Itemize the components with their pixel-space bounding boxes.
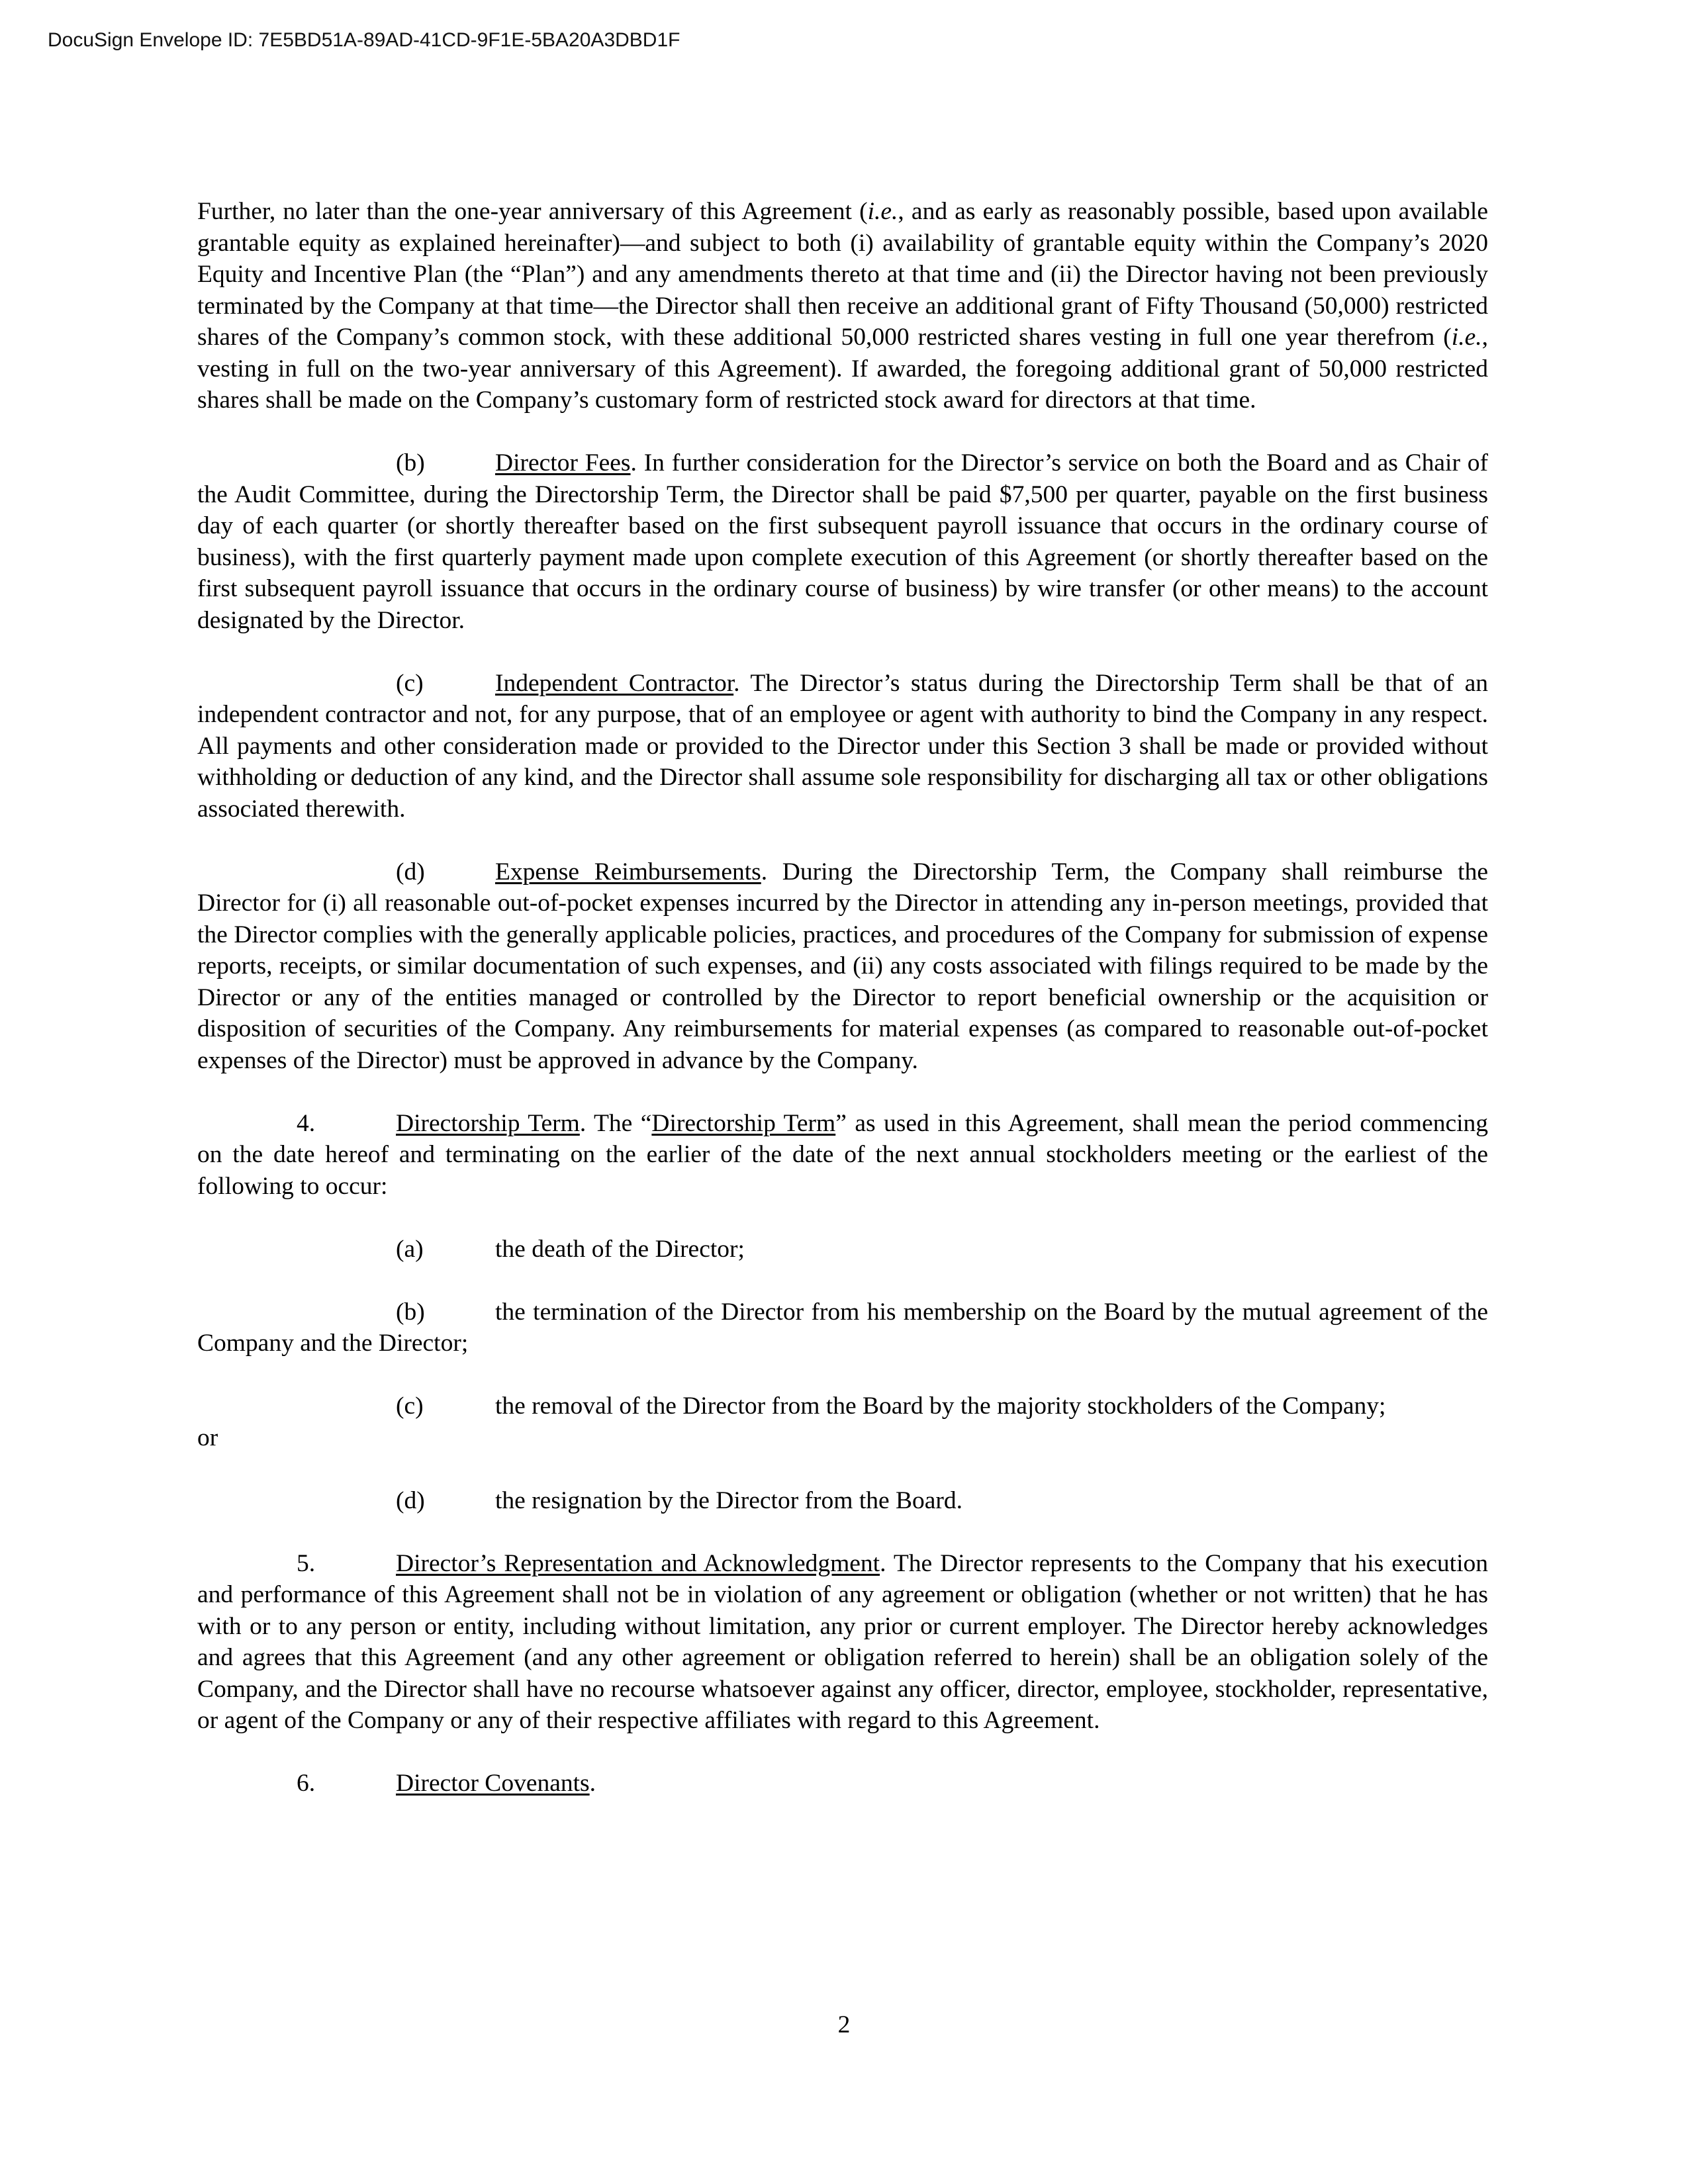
list-item: (d) the resignation by the Director from the Board. — [396, 1486, 963, 1514]
or-connector: or — [197, 1424, 218, 1451]
list-item: (c) the removal of the Director from the Board by the majority stockholders of the Company; — [396, 1392, 1386, 1420]
list-item: (a) the death of the Director; — [396, 1235, 745, 1263]
list-item: (b) the termination of the Director from his membership on the Board by the mutual agreement of the Company and the Director; — [197, 1298, 1488, 1357]
section-title: Expense Reimbursements — [495, 858, 761, 886]
section-number: 4. — [297, 1109, 316, 1137]
docusign-envelope-id: DocuSign Envelope ID: 7E5BD51A-89AD-41CD-9F1E-5BA20A3DBD1F — [48, 29, 680, 51]
section-title: Director Fees — [495, 449, 631, 477]
section-number: (b) — [396, 449, 425, 477]
section-number: (d) — [396, 858, 425, 886]
section-title: Directorship Term — [396, 1109, 580, 1137]
section-title: Director Covenants — [396, 1770, 590, 1797]
section-number: 6. — [297, 1770, 316, 1797]
section-6-director-covenants: 6. Director Covenants. — [197, 1768, 1488, 1799]
section-number: 5. — [297, 1549, 316, 1577]
page-number: 2 — [837, 2011, 851, 2038]
paragraph-intro: Further, no later than the one-year anniversary of this Agreement (i.e., and as early as reasonably possible, based upon available grantable equity as explained hereinafter)—and subject to both (i) availability of grantable equity within the Company’s 2020 Equity and Incentive Plan (the “Plan”) and any amendments thereto at that time and (ii) the Director having not been previously terminated by the Company at that time—the Director shall then receive an additional grant of Fifty Thousand (50,000) restricted shares of the Company’s common stock, with these additional 50,000 restricted shares vesting in full one year therefrom (i.e., vesting in full on the two-year anniversary of this Agreement). If awarded, the foregoing additional grant of 50,000 restricted shares shall be made on the Company’s customary form of restricted stock award for directors at that time. — [197, 198, 1488, 414]
section-4-directorship-term: 4. Directorship Term. The “Directorship Term” as used in this Agreement, shall mean the period commencing on the date hereof and terminating on the earlier of the date of the next annual stockholders meeting or the earliest of the following to occur: — [197, 1108, 1488, 1203]
document-body — [197, 196, 1488, 1799]
section-title: Independent Contractor — [495, 669, 734, 697]
section-3c-independent-contractor: (c) Independent Contractor. The Director’s status during the Directorship Term shall be that of an independent contractor and not, for any purpose, that of an employee or agent with authority to bind the Company in any respect. All payments and other consideration made or provided to the Director under this Section 3 shall be made or provided without withholding or deduction of any kind, and the Director shall assume sole responsibility for discharging all tax or other obligations associated therewith. — [197, 668, 1488, 825]
section-5-representation: 5. Director’s Representation and Acknowledgment. The Director represents to the Company that his execution and performance of this Agreement shall not be in violation of any agreement or obligation (whether or not written) that he has with or to any person or entity, including without limitation, any prior or current employer. The Director hereby acknowledges and agrees that this Agreement (and any other agreement or obligation referred to herein) shall be an obligation solely of the Company, and the Director shall have no recourse whatsoever against any officer, director, employee, stockholder, representative, or agent of the Company or any of their respective affiliates with regard to this Agreement. — [197, 1548, 1488, 1737]
section-number: (c) — [396, 669, 424, 697]
section-title: Director’s Representation and Acknowledgment — [396, 1549, 880, 1577]
section-3b-director-fees: (b) Director Fees. In further consideration for the Director’s service on both the Board and as Chair of the Audit Committee, during the Directorship Term, the Director shall be paid $7,500 per quarter, payable on the first business day of each quarter (or shortly thereafter based on the first subsequent payroll issuance that occurs in the ordinary course of business), with the first quarterly payment made upon complete execution of this Agreement (or shortly thereafter based on the first subsequent payroll issuance that occurs in the ordinary course of business) by wire transfer (or other means) to the account designated by the Director. — [197, 447, 1488, 636]
section-3d-expense-reimbursements: (d) Expense Reimbursements. During the Directorship Term, the Company shall reimburse the Director for (i) all reasonable out-of-pocket expenses incurred by the Director in attending any in-person meetings, provided that the Director complies with the generally applicable policies, practices, and procedures of the Company for submission of expense reports, receipts, or similar documentation of such expenses, and (ii) any costs associated with filings required to be made by the Director or any of the entities managed or controlled by the Director to report beneficial ownership or the acquisition or disposition of securities of the Company. Any reimbursements for material expenses (as compared to reasonable out-of-pocket expenses of the Director) must be approved in advance by the Company. — [197, 856, 1488, 1077]
defined-term: Directorship Term — [651, 1109, 836, 1137]
